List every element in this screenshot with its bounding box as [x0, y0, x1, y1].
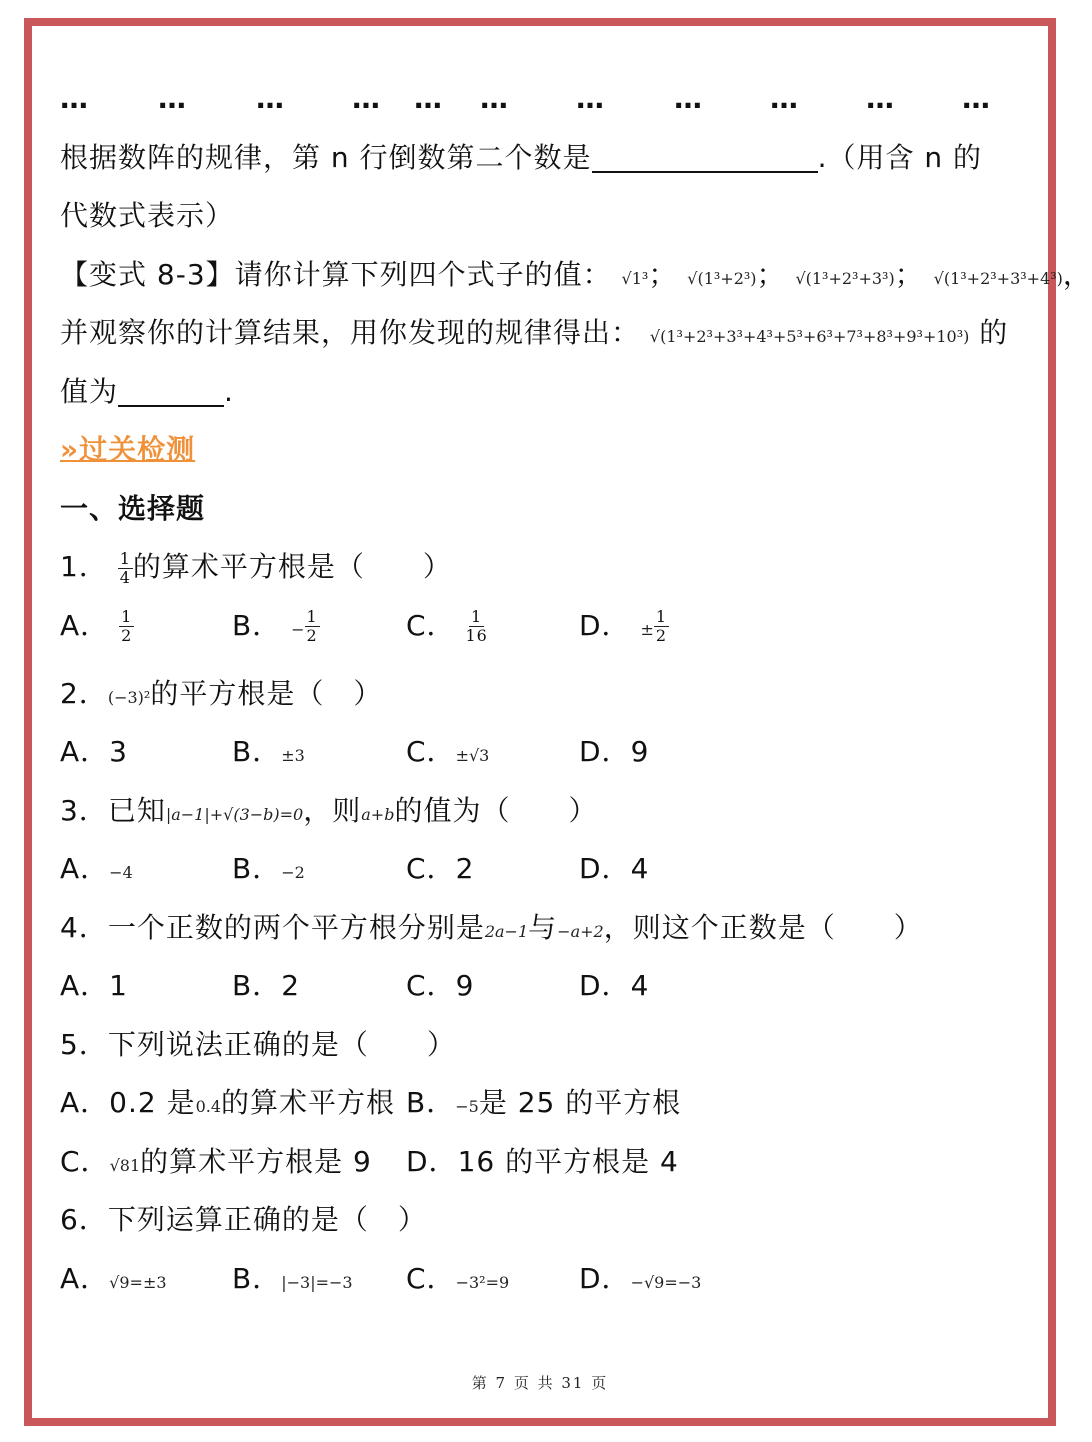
option-label[interactable]: C．: [406, 1261, 456, 1295]
option-value: 2: [455, 852, 475, 885]
long-expr: √(1³+2³+3³+4³+5³+6³+7³+8³+9³+10³): [649, 327, 970, 346]
options-6: [60, 1250, 1020, 1309]
option-value: $\frac{1}{2}$: [655, 607, 668, 645]
value-label: 值为: [60, 374, 119, 408]
option-label[interactable]: C．: [406, 969, 456, 1002]
q-number: 6．下列运算正确的是（ ）: [60, 1203, 427, 1236]
fraction: $\frac{1}{4}$: [119, 548, 131, 587]
page-footer: 第 7 页 共 31 页: [471, 1374, 609, 1392]
option-label[interactable]: B．: [232, 735, 282, 768]
question-2: [60, 665, 1020, 724]
option-label[interactable]: D．: [579, 969, 631, 1002]
document-body: [60, 70, 1092, 1308]
option-value: ±√3: [455, 746, 490, 765]
question-5: [60, 1016, 1020, 1075]
option-rest: 是 25 的平方根: [478, 1086, 682, 1119]
option-math: −5: [455, 1097, 479, 1116]
q-math-2: −a+2: [557, 921, 604, 941]
option-label[interactable]: B．: [232, 1261, 282, 1295]
option-label[interactable]: C．: [406, 852, 456, 885]
expr-4: √(1³+2³+3³+4³): [933, 268, 1063, 288]
ellipsis: …: [352, 82, 382, 115]
option-label[interactable]: D．: [579, 735, 631, 768]
question-4: [60, 899, 1020, 958]
option-label[interactable]: D．: [406, 1144, 458, 1178]
option-value: 4: [630, 969, 650, 1002]
ellipsis: …: [60, 82, 90, 115]
question-tail: .（用含 n 的: [817, 140, 983, 174]
q-math: (−3)²: [107, 687, 151, 707]
section-check-label: »过关检测: [60, 433, 196, 466]
ellipsis: …: [480, 82, 510, 115]
q-math-2: a+b: [361, 804, 395, 824]
variant-text: 并观察你的计算结果，用你发现的规律得出：: [60, 316, 641, 349]
option-label[interactable]: B．: [232, 852, 282, 885]
option-label[interactable]: A．: [60, 969, 110, 1002]
q-text: 与: [528, 910, 558, 944]
variant-line-2: [60, 304, 1020, 363]
option-value: 9: [630, 735, 650, 768]
q-text-2: 的值为（ ）: [394, 793, 598, 827]
option-value: −2: [281, 863, 305, 882]
option-math: √81: [109, 1155, 141, 1175]
option-label[interactable]: B．: [232, 969, 282, 1002]
option-label[interactable]: D．: [579, 852, 631, 885]
option-label[interactable]: C．: [406, 608, 456, 642]
answer-blank[interactable]: [118, 369, 224, 407]
q-text: 的平方根是（ ）: [150, 676, 383, 710]
option-label[interactable]: A．: [60, 1261, 110, 1295]
question-3: [60, 782, 1020, 841]
options-4: [60, 957, 1020, 1016]
option-rest: 的算术平方根: [221, 1086, 396, 1119]
option-value: ±3: [281, 746, 305, 765]
option-label[interactable]: A．: [60, 735, 110, 768]
ellipsis: …: [158, 82, 188, 115]
option-value: $\frac{1}{2}$: [306, 607, 318, 645]
option-value: 0.2 是: [109, 1086, 196, 1119]
ellipsis: …: [770, 82, 800, 115]
option-value: $\frac{1}{2}$: [121, 607, 133, 645]
option-rest: 的算术平方根是 9: [140, 1144, 372, 1178]
q-number: 5．下列说法正确的是（ ）: [60, 1027, 456, 1061]
options-5b: [60, 1133, 1020, 1192]
option-label[interactable]: C．: [60, 1144, 110, 1178]
q-number: 3．已知: [60, 793, 166, 827]
variant-label: 【变式 8-3】请你计算下列四个式子的值：: [60, 257, 612, 291]
variant-line-3: [60, 363, 1020, 422]
ellipsis: …: [674, 82, 704, 115]
options-2: [60, 723, 1020, 782]
q-math: 2a−1: [484, 921, 529, 941]
option-value: $\frac{1}{16}$: [465, 607, 488, 645]
question-6: [60, 1191, 1020, 1250]
variant-line: 【变式 8-3】请你计算下列四个式子的值： √1³； √(1³+2³)； √(1³+2³+3³)； √(1³+2³+3³+4³)，: [60, 257, 1092, 291]
answer-blank[interactable]: [592, 135, 818, 173]
expr-2: √(1³+2³): [687, 268, 757, 288]
option-label[interactable]: B．: [406, 1086, 456, 1119]
option-value: −4: [109, 863, 133, 882]
period: .: [224, 374, 234, 408]
question-line-2: 代数式表示）: [60, 199, 235, 232]
ellipsis: …: [414, 82, 444, 115]
q-text: 的算术平方根是（ ）: [132, 550, 452, 583]
section-choice-heading: 一、选择题: [60, 491, 206, 525]
q-number: 1．: [60, 550, 108, 583]
ellipsis: …: [866, 82, 896, 115]
option-value: 3: [109, 735, 128, 768]
options-3: [60, 840, 1020, 899]
options-5a: [60, 1074, 1020, 1133]
q-math: |a−1|+√(3−b)=0: [165, 804, 304, 824]
option-label[interactable]: B．: [232, 608, 282, 642]
q-number: 2．: [60, 676, 108, 710]
question-line: [60, 129, 1020, 188]
option-math: 0.4: [195, 1097, 222, 1116]
q-text-2: ，则这个正数是（ ）: [603, 910, 923, 944]
expr-3: √(1³+2³+3³): [795, 268, 895, 288]
ellipsis: …: [256, 82, 286, 115]
option-value: −3²=9: [455, 1272, 510, 1292]
expr-1: √1³: [621, 268, 649, 288]
options-1: A． $\frac{1}{2}$ B． − $\frac{1}{2}$ C． $\frac{1}{16}$ D． ± $\frac{1}{2}$: [60, 607, 668, 645]
variant-tail: 的: [979, 316, 1009, 349]
option-value: −√9=−3: [630, 1272, 702, 1292]
option-label[interactable]: D．: [579, 608, 631, 642]
ellipsis: …: [576, 82, 606, 115]
question-1: [60, 538, 1020, 597]
ellipsis: …: [962, 82, 992, 115]
option-value: 9: [455, 969, 475, 1002]
option-label[interactable]: A．: [60, 852, 110, 885]
option-label[interactable]: A．: [60, 1086, 110, 1119]
option-value: 16 的平方根是 4: [457, 1144, 679, 1178]
q-number: 4．一个正数的两个平方根分别是: [60, 910, 485, 944]
question-text: 根据数阵的规律，第 n 行倒数第二个数是: [60, 140, 592, 174]
option-value: 2: [281, 969, 301, 1002]
option-label[interactable]: C．: [406, 735, 456, 768]
ellipsis-row: [60, 70, 1020, 129]
option-value: |−3|=−3: [281, 1272, 353, 1292]
option-value: 4: [630, 852, 650, 885]
option-value: 1: [109, 969, 128, 1002]
section-check-heading: [60, 421, 1020, 480]
option-value: √9=±3: [109, 1272, 167, 1292]
q-text: ，则: [303, 793, 362, 827]
option-label[interactable]: D．: [579, 1261, 631, 1295]
option-label[interactable]: A．: [60, 608, 110, 642]
